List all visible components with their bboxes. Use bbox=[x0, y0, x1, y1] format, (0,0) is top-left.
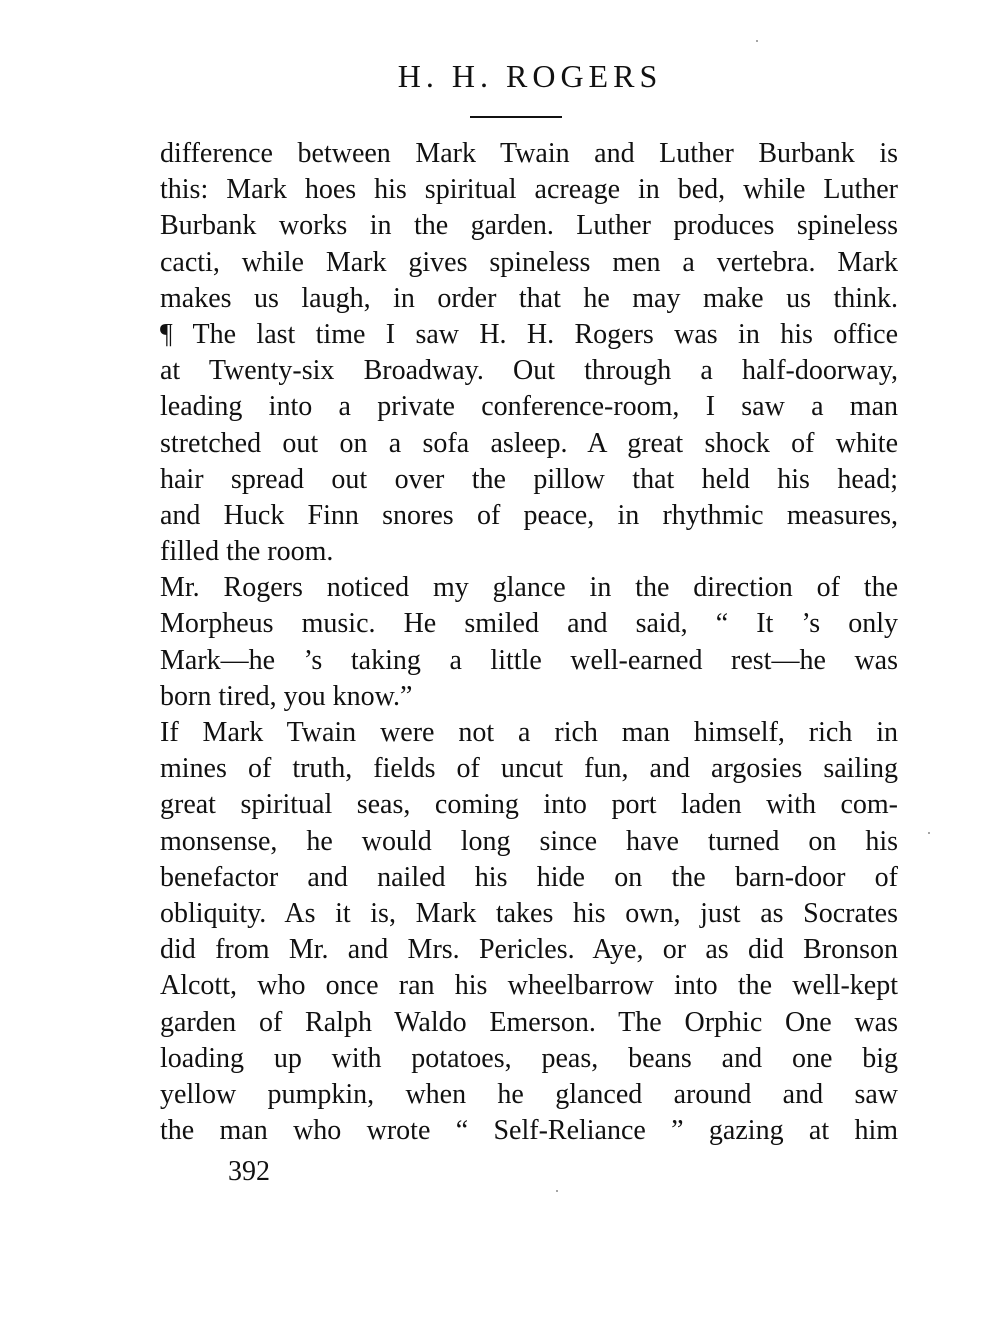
text-line-16: born tired, you know.” bbox=[160, 680, 413, 712]
page-number: 392 bbox=[228, 1156, 270, 1187]
text-line-14: Morpheus music. He smiled and said, “ It ’s only bbox=[160, 608, 898, 640]
text-line-20: monsense, he would long since have turned on his bbox=[160, 825, 898, 857]
text-line-28: the man who wrote “ Self-Reliance ” gazing at him bbox=[160, 1115, 898, 1147]
body-text bbox=[160, 136, 898, 1149]
text-line-12: filled the room. bbox=[160, 536, 334, 568]
text-line-21: benefactor and nailed his hide on the barn-door of bbox=[160, 861, 898, 893]
text-line-2: this: Mark hoes his spiritual acreage in bed, while Luther bbox=[160, 174, 898, 206]
text-line-13: Mr. Rogers noticed my glance in the direction of the bbox=[160, 572, 898, 604]
text-line-7: at Twenty-six Broadway. Out through a half-doorway, bbox=[160, 355, 898, 387]
text-line-10: hair spread out over the pillow that held his head; bbox=[160, 463, 898, 495]
header-rule bbox=[470, 116, 562, 118]
text-line-11: and Huck Finn snores of peace, in rhythmic measures, bbox=[160, 499, 898, 531]
scan-speck bbox=[928, 832, 930, 834]
text-line-23: did from Mr. and Mrs. Pericles. Aye, or as did Bronson bbox=[160, 934, 898, 966]
text-line-15: Mark—he ’s taking a little well-earned rest—he was bbox=[160, 644, 898, 676]
text-line-18: mines of truth, fields of uncut fun, and argosies sailing bbox=[160, 753, 898, 785]
text-line-4: cacti, while Mark gives spineless men a vertebra. Mark bbox=[160, 246, 898, 278]
text-line-19: great spiritual seas, coming into port laden with com- bbox=[160, 789, 898, 821]
text-line-8: leading into a private conference-room, I saw a man bbox=[160, 391, 898, 423]
text-line-22: obliquity. As it is, Mark takes his own, just as Socrates bbox=[160, 897, 898, 929]
text-line-25: garden of Ralph Waldo Emerson. The Orphic One was bbox=[160, 1006, 898, 1038]
text-line-1: difference between Mark Twain and Luther Burbank is bbox=[160, 138, 898, 169]
text-line-26: loading up with potatoes, peas, beans and one big bbox=[160, 1042, 898, 1074]
scan-speck bbox=[556, 1190, 558, 1192]
text-line-6: ¶ The last time I saw H. H. Rogers was in his office bbox=[160, 318, 898, 350]
text-line-24: Alcott, who once ran his wheelbarrow into the well-kept bbox=[160, 970, 898, 1002]
running-head: H. H. ROGERS bbox=[397, 58, 663, 94]
text-line-27: yellow pumpkin, when he glanced around and saw bbox=[160, 1078, 898, 1110]
text-line-17: If Mark Twain were not a rich man himself, rich in bbox=[160, 717, 898, 748]
text-line-3: Burbank works in the garden. Luther produces spineless bbox=[160, 210, 898, 242]
text-line-9: stretched out on a sofa asleep. A great shock of white bbox=[160, 427, 898, 459]
scan-speck bbox=[756, 40, 758, 42]
text-line-5: makes us laugh, in order that he may make us think. bbox=[160, 282, 898, 314]
